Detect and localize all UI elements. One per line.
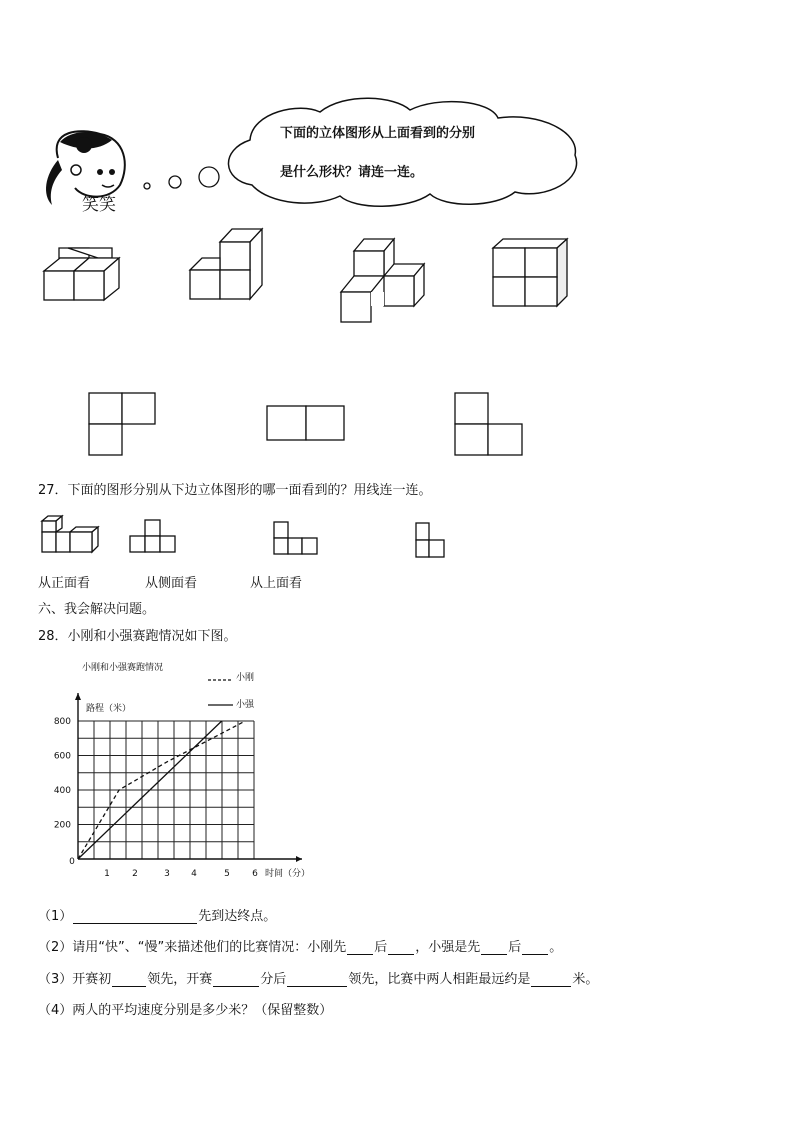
q28-sub1-num: （1）	[38, 909, 73, 924]
chart-title: 小刚和小强赛跑情况	[82, 663, 164, 673]
answer-blank-3a[interactable]	[112, 972, 146, 987]
y-axis-arrow-icon	[75, 693, 81, 700]
origin-label: 0	[69, 857, 75, 867]
q28-sub1	[38, 905, 276, 924]
y-tick-label: 200	[53, 820, 71, 831]
character-name: 笑笑	[82, 195, 116, 215]
answer-blank-3d[interactable]	[531, 972, 571, 987]
q28-sub2-t3: 后	[508, 940, 522, 955]
x-tick-label: 5	[224, 869, 230, 879]
y-tick-label: 600	[53, 751, 71, 762]
x-tick-label: 4	[191, 869, 197, 879]
q28-sub2-t4: 。	[549, 940, 563, 955]
chart-y-axis-label: 路程（米）	[86, 704, 132, 714]
q28-sub3-t2: 分后	[260, 972, 287, 987]
q28-sub1-tail: 先到达终点。	[198, 909, 277, 924]
q28-sub3-t1: 领先，开赛	[147, 972, 213, 987]
chart-x-axis-label: 时间（分）	[265, 869, 311, 879]
q28-sub2	[38, 936, 562, 955]
section-6-title: 六、我会解决问题。	[38, 602, 156, 617]
x-axis-arrow-icon	[296, 856, 302, 862]
q28-sub2-t1: 后	[374, 940, 388, 955]
answer-blank-3c[interactable]	[287, 972, 347, 987]
x-tick-label: 2	[132, 869, 138, 879]
answer-blank-1[interactable]	[73, 909, 197, 924]
y-tick-label: 400	[53, 786, 71, 796]
x-tick-label: 1	[104, 869, 110, 879]
legend-label-xiaoqiang: 小强	[236, 700, 255, 710]
answer-blank-2d[interactable]	[522, 940, 548, 955]
y-tick-label: 800	[53, 717, 71, 727]
question-28-title: 28．小刚和小强赛跑情况如下图。	[38, 629, 237, 644]
view-label-side: 从侧面看	[145, 576, 198, 591]
bubble-line-2: 是什么形状？请连一连。	[280, 165, 424, 180]
legend-label-xiaogang: 小刚	[236, 673, 255, 683]
q28-sub3-t3: 领先，比赛中两人相距最远约是	[348, 972, 531, 987]
answer-blank-2c[interactable]	[481, 940, 507, 955]
x-tick-label: 3	[164, 869, 170, 879]
q28-sub2-head: （2）请用“快”、“慢”来描述他们的比赛情况：小刚先	[38, 940, 347, 955]
q28-sub2-t2: ，小强是先	[415, 940, 481, 955]
answer-blank-2b[interactable]	[388, 940, 414, 955]
question-27-title: 27．下面的图形分别从下边立体图形的哪一面看到的？用线连一连。	[38, 483, 432, 498]
view-label-front: 从正面看	[38, 576, 91, 591]
q28-sub3-head: （3）开赛初	[38, 972, 112, 987]
answer-blank-3b[interactable]	[213, 972, 259, 987]
view-label-top: 从上面看	[250, 576, 303, 591]
q28-sub3	[38, 968, 598, 987]
q28-sub3-t4: 米。	[572, 972, 599, 987]
bubble-line-1: 下面的立体图形从上面看到的分别	[280, 126, 476, 141]
answer-blank-2a[interactable]	[347, 940, 373, 955]
q28-sub4: （4）两人的平均速度分别是多少米？（保留整数）	[38, 1003, 333, 1018]
x-tick-label: 6	[252, 869, 258, 879]
